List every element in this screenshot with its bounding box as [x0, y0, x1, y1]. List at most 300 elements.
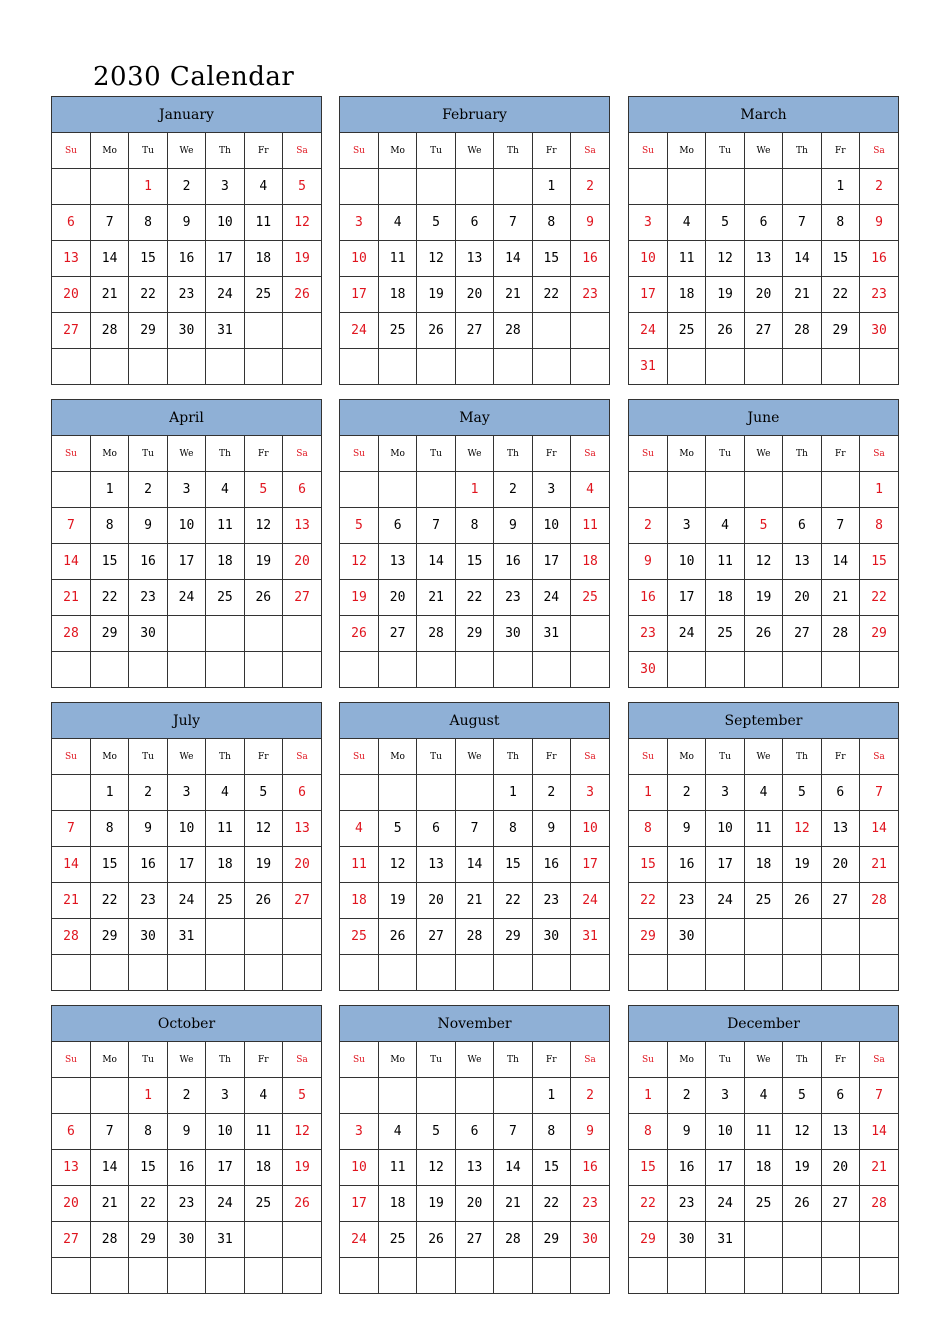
day-cell: 17: [706, 847, 744, 883]
day-cell: 21: [417, 580, 455, 616]
weekday-label: Su: [340, 436, 378, 472]
day-cell: 15: [629, 1150, 667, 1186]
day-cell: 17: [667, 580, 705, 616]
day-cell: 21: [783, 277, 821, 313]
day-cell: 28: [417, 616, 455, 652]
day-cell: 7: [494, 1114, 532, 1150]
empty-cell: [455, 652, 493, 688]
day-cell: 10: [167, 508, 205, 544]
day-cell: 2: [494, 472, 532, 508]
day-cell: 25: [744, 883, 782, 919]
weekday-label: Fr: [244, 436, 282, 472]
day-cell: 18: [340, 883, 378, 919]
day-cell: 19: [378, 883, 416, 919]
day-cell: 31: [167, 919, 205, 955]
day-cell: 4: [571, 472, 609, 508]
weekday-label: Tu: [417, 133, 455, 169]
empty-cell: [783, 1258, 821, 1294]
day-cell: 16: [571, 1150, 609, 1186]
day-cell: 31: [629, 349, 667, 385]
weekday-label: Sa: [283, 739, 321, 775]
day-cell: 28: [52, 919, 90, 955]
weekday-label: We: [744, 1042, 782, 1078]
weekday-label: Mo: [378, 133, 416, 169]
empty-cell: [90, 169, 128, 205]
month-name: August: [340, 703, 609, 739]
month-april: [51, 399, 322, 688]
day-cell: 14: [52, 847, 90, 883]
day-cell: 20: [283, 847, 321, 883]
weekday-label: Sa: [860, 1042, 898, 1078]
day-cell: 28: [783, 313, 821, 349]
day-cell: 9: [532, 811, 570, 847]
day-cell: 27: [283, 580, 321, 616]
day-cell: 5: [283, 1078, 321, 1114]
day-cell: 4: [244, 169, 282, 205]
day-cell: 18: [744, 847, 782, 883]
empty-cell: [571, 955, 609, 991]
day-cell: 3: [706, 775, 744, 811]
day-cell: 30: [532, 919, 570, 955]
day-cell: 28: [860, 883, 898, 919]
empty-cell: [860, 919, 898, 955]
day-cell: 22: [629, 1186, 667, 1222]
day-cell: 18: [571, 544, 609, 580]
day-cell: 2: [571, 169, 609, 205]
weekday-label: Su: [629, 436, 667, 472]
day-cell: 15: [90, 544, 128, 580]
empty-cell: [90, 1258, 128, 1294]
day-cell: 28: [455, 919, 493, 955]
day-cell: 27: [52, 1222, 90, 1258]
day-cell: 19: [783, 847, 821, 883]
day-cell: 11: [744, 1114, 782, 1150]
weekday-label: Mo: [667, 1042, 705, 1078]
weekday-label: We: [744, 739, 782, 775]
empty-cell: [783, 955, 821, 991]
day-cell: 21: [821, 580, 859, 616]
day-cell: 24: [706, 1186, 744, 1222]
day-cell: 10: [206, 1114, 244, 1150]
day-cell: 4: [244, 1078, 282, 1114]
empty-cell: [571, 349, 609, 385]
day-cell: 31: [571, 919, 609, 955]
day-cell: 8: [129, 1114, 167, 1150]
weekday-label: Fr: [244, 1042, 282, 1078]
empty-cell: [90, 955, 128, 991]
day-cell: 1: [629, 775, 667, 811]
empty-cell: [378, 472, 416, 508]
empty-cell: [860, 1258, 898, 1294]
day-cell: 24: [532, 580, 570, 616]
empty-cell: [283, 616, 321, 652]
day-cell: 21: [860, 847, 898, 883]
day-cell: 11: [244, 1114, 282, 1150]
day-cell: 16: [129, 847, 167, 883]
day-cell: 4: [340, 811, 378, 847]
weekday-label: Mo: [90, 1042, 128, 1078]
day-cell: 31: [706, 1222, 744, 1258]
day-cell: 30: [667, 919, 705, 955]
day-cell: 22: [455, 580, 493, 616]
day-cell: 14: [494, 1150, 532, 1186]
day-cell: 3: [340, 205, 378, 241]
day-cell: 10: [629, 241, 667, 277]
day-cell: 27: [52, 313, 90, 349]
empty-cell: [629, 472, 667, 508]
day-cell: 15: [90, 847, 128, 883]
day-cell: 6: [455, 205, 493, 241]
day-cell: 9: [167, 205, 205, 241]
weekday-label: Su: [629, 133, 667, 169]
empty-cell: [706, 919, 744, 955]
empty-cell: [283, 1258, 321, 1294]
day-cell: 25: [244, 277, 282, 313]
month-october: [51, 1005, 322, 1294]
empty-cell: [90, 349, 128, 385]
day-cell: 24: [571, 883, 609, 919]
day-cell: 25: [744, 1186, 782, 1222]
weekday-label: Th: [206, 1042, 244, 1078]
day-cell: 25: [244, 1186, 282, 1222]
day-cell: 13: [821, 1114, 859, 1150]
day-cell: 22: [494, 883, 532, 919]
day-cell: 19: [783, 1150, 821, 1186]
empty-cell: [821, 919, 859, 955]
day-cell: 13: [283, 811, 321, 847]
empty-cell: [494, 955, 532, 991]
empty-cell: [283, 349, 321, 385]
day-cell: 10: [206, 205, 244, 241]
month-name: December: [629, 1006, 898, 1042]
day-cell: 5: [706, 205, 744, 241]
day-cell: 25: [667, 313, 705, 349]
month-name: January: [52, 97, 321, 133]
day-cell: 11: [378, 241, 416, 277]
day-cell: 14: [821, 544, 859, 580]
empty-cell: [821, 472, 859, 508]
day-cell: 20: [744, 277, 782, 313]
day-cell: 12: [783, 811, 821, 847]
weekday-label: Th: [783, 1042, 821, 1078]
day-cell: 18: [244, 241, 282, 277]
day-cell: 2: [129, 472, 167, 508]
day-cell: 15: [629, 847, 667, 883]
empty-cell: [667, 169, 705, 205]
empty-cell: [494, 1258, 532, 1294]
weekday-label: Sa: [283, 133, 321, 169]
weekday-label: Su: [629, 1042, 667, 1078]
day-cell: 20: [378, 580, 416, 616]
day-cell: 9: [129, 811, 167, 847]
day-cell: 12: [283, 205, 321, 241]
empty-cell: [706, 472, 744, 508]
day-cell: 7: [52, 811, 90, 847]
day-cell: 7: [52, 508, 90, 544]
empty-cell: [571, 616, 609, 652]
empty-cell: [340, 775, 378, 811]
weekday-label: We: [455, 133, 493, 169]
day-cell: 5: [744, 508, 782, 544]
day-cell: 22: [532, 1186, 570, 1222]
weekday-label: Mo: [667, 436, 705, 472]
day-cell: 6: [52, 1114, 90, 1150]
day-cell: 24: [206, 277, 244, 313]
day-cell: 15: [129, 1150, 167, 1186]
day-cell: 21: [860, 1150, 898, 1186]
day-cell: 7: [90, 205, 128, 241]
day-cell: 29: [821, 313, 859, 349]
day-cell: 30: [667, 1222, 705, 1258]
day-cell: 26: [283, 1186, 321, 1222]
month-september: [628, 702, 899, 991]
weekday-label: Tu: [706, 739, 744, 775]
day-cell: 26: [283, 277, 321, 313]
day-cell: 10: [706, 811, 744, 847]
day-cell: 1: [532, 1078, 570, 1114]
empty-cell: [340, 169, 378, 205]
day-cell: 25: [706, 616, 744, 652]
weekday-label: Th: [494, 739, 532, 775]
day-cell: 15: [532, 1150, 570, 1186]
day-cell: 6: [52, 205, 90, 241]
day-cell: 2: [667, 1078, 705, 1114]
day-cell: 5: [783, 775, 821, 811]
day-cell: 7: [417, 508, 455, 544]
day-cell: 17: [340, 277, 378, 313]
weekday-label: Su: [52, 1042, 90, 1078]
day-cell: 3: [667, 508, 705, 544]
weekday-label: Th: [494, 133, 532, 169]
day-cell: 17: [532, 544, 570, 580]
empty-cell: [455, 775, 493, 811]
day-cell: 6: [821, 775, 859, 811]
empty-cell: [206, 349, 244, 385]
day-cell: 10: [340, 1150, 378, 1186]
day-cell: 14: [90, 1150, 128, 1186]
day-cell: 23: [532, 883, 570, 919]
day-cell: 27: [783, 616, 821, 652]
day-cell: 2: [532, 775, 570, 811]
weekday-label: Su: [340, 133, 378, 169]
day-cell: 7: [860, 775, 898, 811]
weekday-label: Fr: [244, 133, 282, 169]
empty-cell: [378, 349, 416, 385]
day-cell: 11: [744, 811, 782, 847]
empty-cell: [244, 349, 282, 385]
day-cell: 29: [860, 616, 898, 652]
empty-cell: [667, 349, 705, 385]
day-cell: 23: [629, 616, 667, 652]
day-cell: 17: [340, 1186, 378, 1222]
day-cell: 2: [167, 1078, 205, 1114]
day-cell: 26: [783, 883, 821, 919]
empty-cell: [783, 349, 821, 385]
day-cell: 8: [494, 811, 532, 847]
day-cell: 8: [532, 1114, 570, 1150]
empty-cell: [52, 955, 90, 991]
day-cell: 30: [629, 652, 667, 688]
empty-cell: [532, 652, 570, 688]
day-cell: 7: [783, 205, 821, 241]
day-cell: 30: [129, 616, 167, 652]
day-cell: 18: [378, 277, 416, 313]
day-cell: 14: [783, 241, 821, 277]
month-february: [339, 96, 610, 385]
weekday-label: Su: [340, 739, 378, 775]
empty-cell: [821, 349, 859, 385]
day-cell: 16: [494, 544, 532, 580]
day-cell: 13: [744, 241, 782, 277]
day-cell: 17: [571, 847, 609, 883]
empty-cell: [821, 1222, 859, 1258]
weekday-label: We: [167, 739, 205, 775]
day-cell: 10: [532, 508, 570, 544]
day-cell: 23: [494, 580, 532, 616]
month-name: May: [340, 400, 609, 436]
empty-cell: [378, 955, 416, 991]
weekday-label: Th: [206, 436, 244, 472]
weekday-label: Fr: [821, 133, 859, 169]
day-cell: 20: [783, 580, 821, 616]
weekday-label: Sa: [571, 133, 609, 169]
day-cell: 19: [244, 847, 282, 883]
day-cell: 15: [532, 241, 570, 277]
empty-cell: [52, 169, 90, 205]
weekday-label: Mo: [378, 1042, 416, 1078]
day-cell: 1: [455, 472, 493, 508]
weekday-label: We: [455, 739, 493, 775]
day-cell: 1: [821, 169, 859, 205]
day-cell: 25: [571, 580, 609, 616]
day-cell: 29: [532, 1222, 570, 1258]
day-cell: 11: [667, 241, 705, 277]
day-cell: 12: [378, 847, 416, 883]
day-cell: 29: [90, 919, 128, 955]
weekday-label: Fr: [821, 436, 859, 472]
day-cell: 18: [706, 580, 744, 616]
day-cell: 6: [744, 205, 782, 241]
day-cell: 23: [571, 277, 609, 313]
weekday-label: Mo: [667, 739, 705, 775]
empty-cell: [206, 1258, 244, 1294]
empty-cell: [860, 349, 898, 385]
day-cell: 22: [532, 277, 570, 313]
empty-cell: [90, 652, 128, 688]
day-cell: 8: [129, 205, 167, 241]
day-cell: 27: [455, 1222, 493, 1258]
weekday-label: Th: [206, 739, 244, 775]
day-cell: 23: [667, 883, 705, 919]
month-name: June: [629, 400, 898, 436]
day-cell: 14: [90, 241, 128, 277]
day-cell: 13: [783, 544, 821, 580]
day-cell: 24: [167, 580, 205, 616]
day-cell: 18: [744, 1150, 782, 1186]
day-cell: 3: [167, 472, 205, 508]
day-cell: 9: [129, 508, 167, 544]
weekday-label: Fr: [244, 739, 282, 775]
empty-cell: [706, 955, 744, 991]
day-cell: 2: [571, 1078, 609, 1114]
day-cell: 27: [283, 883, 321, 919]
month-july: [51, 702, 322, 991]
day-cell: 23: [167, 1186, 205, 1222]
empty-cell: [167, 652, 205, 688]
day-cell: 25: [206, 580, 244, 616]
day-cell: 3: [167, 775, 205, 811]
month-name: March: [629, 97, 898, 133]
day-cell: 11: [706, 544, 744, 580]
empty-cell: [532, 955, 570, 991]
empty-cell: [129, 349, 167, 385]
weekday-label: Mo: [90, 133, 128, 169]
day-cell: 18: [378, 1186, 416, 1222]
empty-cell: [206, 652, 244, 688]
empty-cell: [378, 169, 416, 205]
day-cell: 5: [378, 811, 416, 847]
day-cell: 6: [821, 1078, 859, 1114]
month-december: [628, 1005, 899, 1294]
empty-cell: [244, 652, 282, 688]
empty-cell: [821, 652, 859, 688]
day-cell: 5: [340, 508, 378, 544]
day-cell: 25: [340, 919, 378, 955]
day-cell: 30: [129, 919, 167, 955]
weekday-label: Su: [52, 133, 90, 169]
empty-cell: [283, 919, 321, 955]
day-cell: 21: [494, 277, 532, 313]
weekday-label: Su: [340, 1042, 378, 1078]
empty-cell: [340, 349, 378, 385]
day-cell: 29: [629, 919, 667, 955]
empty-cell: [244, 313, 282, 349]
month-name: November: [340, 1006, 609, 1042]
day-cell: 10: [667, 544, 705, 580]
day-cell: 10: [571, 811, 609, 847]
weekday-label: Tu: [129, 739, 167, 775]
weekday-label: Th: [783, 133, 821, 169]
day-cell: 6: [378, 508, 416, 544]
day-cell: 17: [706, 1150, 744, 1186]
day-cell: 16: [532, 847, 570, 883]
day-cell: 26: [378, 919, 416, 955]
day-cell: 15: [821, 241, 859, 277]
day-cell: 1: [129, 1078, 167, 1114]
empty-cell: [571, 652, 609, 688]
day-cell: 2: [129, 775, 167, 811]
day-cell: 5: [417, 1114, 455, 1150]
day-cell: 14: [417, 544, 455, 580]
day-cell: 19: [417, 1186, 455, 1222]
empty-cell: [417, 349, 455, 385]
day-cell: 3: [571, 775, 609, 811]
empty-cell: [167, 349, 205, 385]
empty-cell: [744, 1222, 782, 1258]
day-cell: 22: [129, 277, 167, 313]
day-cell: 9: [571, 205, 609, 241]
day-cell: 22: [129, 1186, 167, 1222]
empty-cell: [283, 652, 321, 688]
empty-cell: [206, 919, 244, 955]
empty-cell: [417, 1078, 455, 1114]
empty-cell: [706, 1258, 744, 1294]
day-cell: 7: [90, 1114, 128, 1150]
day-cell: 3: [532, 472, 570, 508]
day-cell: 13: [52, 241, 90, 277]
empty-cell: [52, 775, 90, 811]
day-cell: 13: [52, 1150, 90, 1186]
